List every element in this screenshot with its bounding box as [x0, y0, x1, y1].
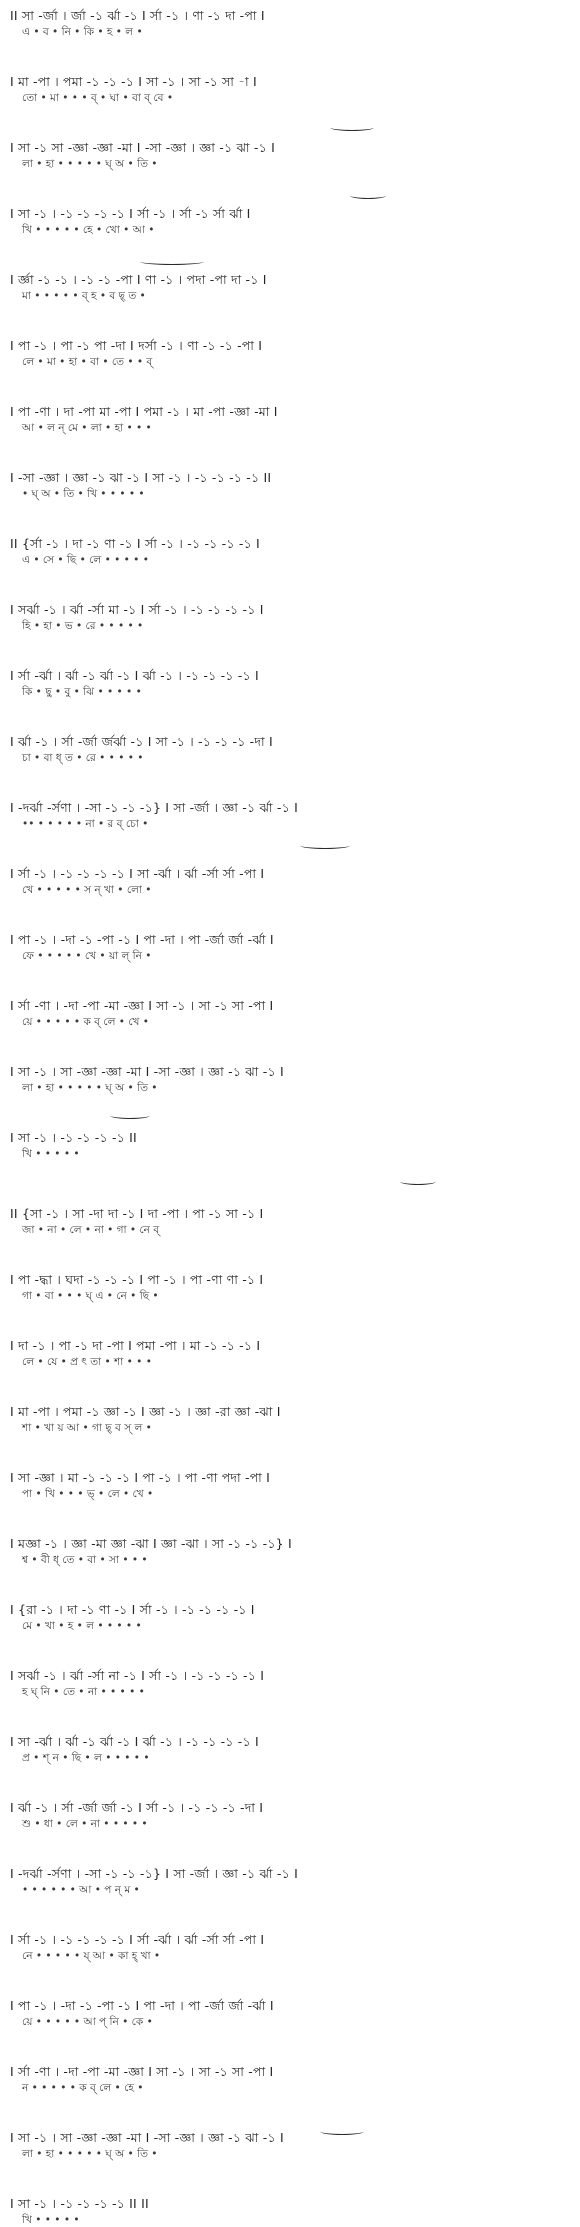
swara-line: I পা -১ । -দা -১ -পা -১ I পা -দা । পা -র্জা র্জা -র্ঝা I [10, 932, 274, 947]
lyric-line: এ • সে • ছি • লে • • • • • [22, 554, 153, 566]
swara-line: I সা -১ । -১ -১ -১ -১ II [10, 1130, 137, 1145]
swara-line: I পা -ণা । দা -পা মা -পা I পমা -১ । মা -পা -জ্ঞা -মা I [10, 404, 278, 419]
swara-line: I র্সা -ণা । -দা -পা -মা -জ্ঞা I সা -১ । সা -১ সা -পা I [10, 2064, 274, 2079]
lyric-line: লে • মা • হা • বা • তে • • ব্ [22, 356, 156, 368]
lyric-line: লা • হা • • • • • ঘ্ অ • তি • [22, 1082, 161, 1094]
swara-line: I -দর্ঝা -র্সণা । -সা -১ -১ -১} I সা -র্জা । জ্ঞা -১ র্ঝা -১ I [10, 800, 299, 815]
lyric-line: মা • • • • • ব্ হ • ব ছ্ ত • [22, 290, 150, 302]
swara-line: I সা -জ্ঞা । মা -১ -১ -১ I পা -১ । পা -ণা পদা -পা I [10, 1470, 271, 1485]
slur-mark [140, 258, 204, 265]
swara-line: I র্সা -১ । -১ -১ -১ -১ I সা -র্ঝা । র্ঝা -র্সা র্সা -পা I [10, 866, 265, 881]
lyric-line: জা • না • লে • না • গা • নে ব্ [22, 1224, 163, 1236]
swara-line: I মা -পা । পমা -১ -১ -১ I সা -১ । সা -১ সা -া I [10, 74, 257, 89]
swara-line: II {র্সা -১ । দা -১ ণা -১ I র্সা -১ । -১ -১ -১ -১ I [10, 536, 260, 551]
slur-mark [320, 2128, 364, 2135]
lyric-line: •• • • • • • না • র ব্ চো • [22, 818, 152, 830]
swara-line: I সর্ঝা -১ । র্ঝা -র্সা না -১ I র্সা -১ । -১ -১ -১ -১ I [10, 1668, 265, 1683]
swara-line: I র্ঝা -১ । র্সা -র্জা র্জা -১ I র্সা -১ । -১ -১ -১ -দা I [10, 1800, 264, 1815]
lyric-line: মে • খা • হ • ল • • • • • [22, 1620, 145, 1632]
lyric-line: পা • খি • • • ভ্ • লে • খে • [22, 1488, 157, 1500]
swara-line: II সা -র্জা । র্জা -১ র্ঝা -১ I র্সা -১ । ণা -১ দা -পা I [10, 8, 265, 23]
lyric-line: এ • ব • নি • কি • হ • ল • [22, 26, 147, 38]
swara-line: I সা -১ । সা -জ্ঞা -জ্ঞা -মা I -সা -জ্ঞা । জ্ঞা -১ ঝা -১ I [10, 2130, 284, 2145]
swara-line: I র্সা -১ । -১ -১ -১ -১ I র্সা -র্ঝা । র্ঝা -র্সা র্সা -পা I [10, 1932, 265, 1947]
lyric-line: • • • • • • আ • প ন্ ম • [22, 1884, 144, 1896]
lyric-line: আ • ল ন্ মে • লা • হা • • • [22, 422, 156, 434]
swara-line: I র্জ্ঞা -১ -১ । -১ -১ -পা I ণা -১ । পদা -পা দা -১ I [10, 272, 267, 287]
lyric-line: কি • ছু • বু • ঝি • • • • • [22, 686, 146, 698]
lyric-line: নে • • • • • য্ আ • কা হ্ খা • [22, 1950, 164, 1962]
swara-line: I -দর্ঝা -র্সণা । -সা -১ -১ -১} I সা -র্জা । জ্ঞা -১ র্ঝা -১ I [10, 1866, 299, 1881]
lyric-line: • ঘ্ অ • তি • খি • • • • • [22, 488, 148, 500]
lyric-line: হ ঘ্ নি • তে • না • • • • • [22, 1686, 149, 1698]
lyric-line: য়ে • • • • • ক ব্ লে • খে • [22, 1016, 153, 1028]
lyric-line: শু • ধা • লে • না • • • • • [22, 1818, 151, 1830]
lyric-line: খি • • • • • [22, 1148, 83, 1160]
lyric-line: শা • খা য় আ • গা ছ্ ব স্ ল • [22, 1422, 156, 1434]
swara-line: I {রা -১ । দা -১ ণা -১ I র্সা -১ । -১ -১ -১ -১ I [10, 1602, 255, 1617]
slur-mark [400, 1178, 436, 1185]
lyric-line: হি • হা • ভ • রে • • • • • [22, 620, 147, 632]
swara-line: I পা -১ । পা -১ পা -দা I দর্সা -১ । ণা -১ -১ -পা I [10, 338, 263, 353]
swara-line: I পা -দ্ধা । ঘদা -১ -১ -১ I পা -১ । পা -ণা ণা -১ I [10, 1272, 264, 1287]
slur-mark [330, 124, 374, 131]
swara-line: I -সা -জ্ঞা । জ্ঞা -১ ঝা -১ I সা -১ । -১ -১ -১ -১ II [10, 470, 272, 485]
lyric-line: য়ে • • • • • আ প্ নি • কে • [22, 2016, 157, 2028]
swara-line: I সর্ঝা -১ । র্ঝা -র্সা মা -১ I র্সা -১ । -১ -১ -১ -১ I [10, 602, 264, 617]
lyric-line: তো • মা • • • ব্ • ঘা • বা ব্ বে • [22, 92, 177, 104]
swara-line: I পা -১ । -দা -১ -পা -১ I পা -দা । পা -র্জা র্জা -র্ঝা I [10, 1998, 274, 2013]
swara-line: I র্সা -র্ঝা । র্ঝা -১ র্ঝা -১ I র্ঝা -১ । -১ -১ -১ -১ I [10, 668, 259, 683]
swara-line: I র্ঝা -১ । র্সা -র্জা র্জর্ঝা -১ I সা -১ । -১ -১ -১ -দা I [10, 734, 273, 749]
lyric-line: গা • বা • • • ঘ্ এ • নে • ছি • [22, 1290, 162, 1302]
slur-mark [350, 192, 386, 199]
lyric-line: লে • যে • প্র ৎ তা • শা • • • [22, 1356, 156, 1368]
lyric-line: খি • • • • • [22, 2214, 83, 2226]
lyric-line: লা • হা • • • • • ঘ্ অ • তি • [22, 2148, 161, 2160]
slur-mark [110, 1112, 150, 1119]
swara-line: I সা -১ সা -জ্ঞা -জ্ঞা -মা I -সা -জ্ঞা । জ্ঞা -১ ঝা -১ I [10, 140, 275, 155]
lyric-line: লা • হা • • • • • ঘ্ অ • তি • [22, 158, 161, 170]
swara-line: I সা -র্ঝা । র্ঝা -১ র্ঝা -১ I র্ঝা -১ । -১ -১ -১ -১ I [10, 1734, 259, 1749]
lyric-line: ন • • • • • ক ব্ লে • হে • [22, 2082, 147, 2094]
lyric-line: চা • বা ধ্ ত • রে • • • • • [22, 752, 147, 764]
swara-line: I র্সা -ণা । -দা -পা -মা -জ্ঞা I সা -১ । সা -১ সা -পা I [10, 998, 274, 1013]
swara-line: I মা -পা । পমা -১ জ্ঞা -১ I জ্ঞা -১ । জ্ঞা -রা জ্ঞা -ঝা I [10, 1404, 281, 1419]
swara-line: I মজ্ঞা -১ । জ্ঞা -মা জ্ঞা -ঝা I জ্ঞা -ঝা । সা -১ -১ -১} I [10, 1536, 292, 1551]
lyric-line: শ্ব • বী ধ্ তে • বা • সা • • • [22, 1554, 151, 1566]
swara-line: I দা -১ । পা -১ দা -পা I পমা -পা । মা -১ -১ -১ I [10, 1338, 261, 1353]
slur-mark [300, 842, 350, 849]
swara-line: II {সা -১ । সা -দা দা -১ I দা -পা । পা -১ সা -১ I [10, 1206, 264, 1221]
swara-line: I সা -১ । -১ -১ -১ -১ I র্সা -১ । র্সা -১ র্সা র্ঝা I [10, 206, 251, 221]
lyric-line: খি • • • • • হে • খো • আ • [22, 224, 158, 236]
lyric-line: প্র • শ্ ন • ছি • ল • • • • • [22, 1752, 153, 1764]
swara-line: I সা -১ । সা -জ্ঞা -জ্ঞা -মা I -সা -জ্ঞা । জ্ঞা -১ ঝা -১ I [10, 1064, 284, 1079]
lyric-line: খে • • • • • স ন্ খা • লো • [22, 884, 155, 896]
swara-line: I সা -১ । -১ -১ -১ -১ II II [10, 2196, 149, 2211]
lyric-line: ফে • • • • • খে • য়া ল্ নি • [22, 950, 155, 962]
